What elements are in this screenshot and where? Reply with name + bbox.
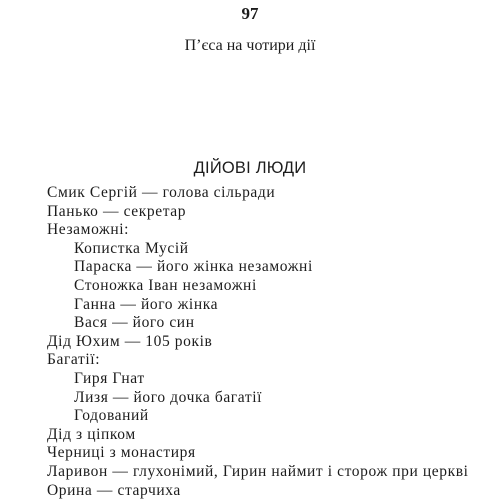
cast-list (47, 184, 492, 500)
cast-item: Дід з ціпком (47, 425, 136, 443)
cast-item: Панько — секретар (47, 202, 187, 220)
cast-item: Смик Сергій — голова сільради (47, 184, 276, 201)
cast-item: Стоножка Іван незаможні (74, 276, 257, 294)
cast-group-label: Багатії: (47, 351, 101, 369)
cast-group-label: Незаможні: (47, 221, 130, 239)
section-title: ДІЙОВІ ЛЮДИ (193, 159, 307, 177)
cast-item: Гиря Гнат (74, 369, 145, 387)
page-number: 97 (241, 4, 259, 23)
cast-item: Годований (74, 407, 149, 425)
cast-item: Орина — старчиха (47, 481, 181, 499)
cast-item: Ларивон — глухонімий, Гирин наймит і сторож при церкві (47, 462, 469, 480)
cast-item: Ганна — його жінка (74, 295, 219, 313)
cast-item: Вася — його син (74, 314, 195, 332)
cast-item: Дід Юхим — 105 років (47, 332, 213, 350)
cast-item: Параска — його жінка незаможні (74, 258, 313, 276)
cast-item: Лизя — його дочка багатії (74, 388, 263, 406)
cast-item: Копистка Мусій (74, 239, 189, 257)
cast-item: Черниці з монастиря (47, 444, 196, 462)
play-subtitle: П’єса на чотири дії (184, 37, 316, 54)
